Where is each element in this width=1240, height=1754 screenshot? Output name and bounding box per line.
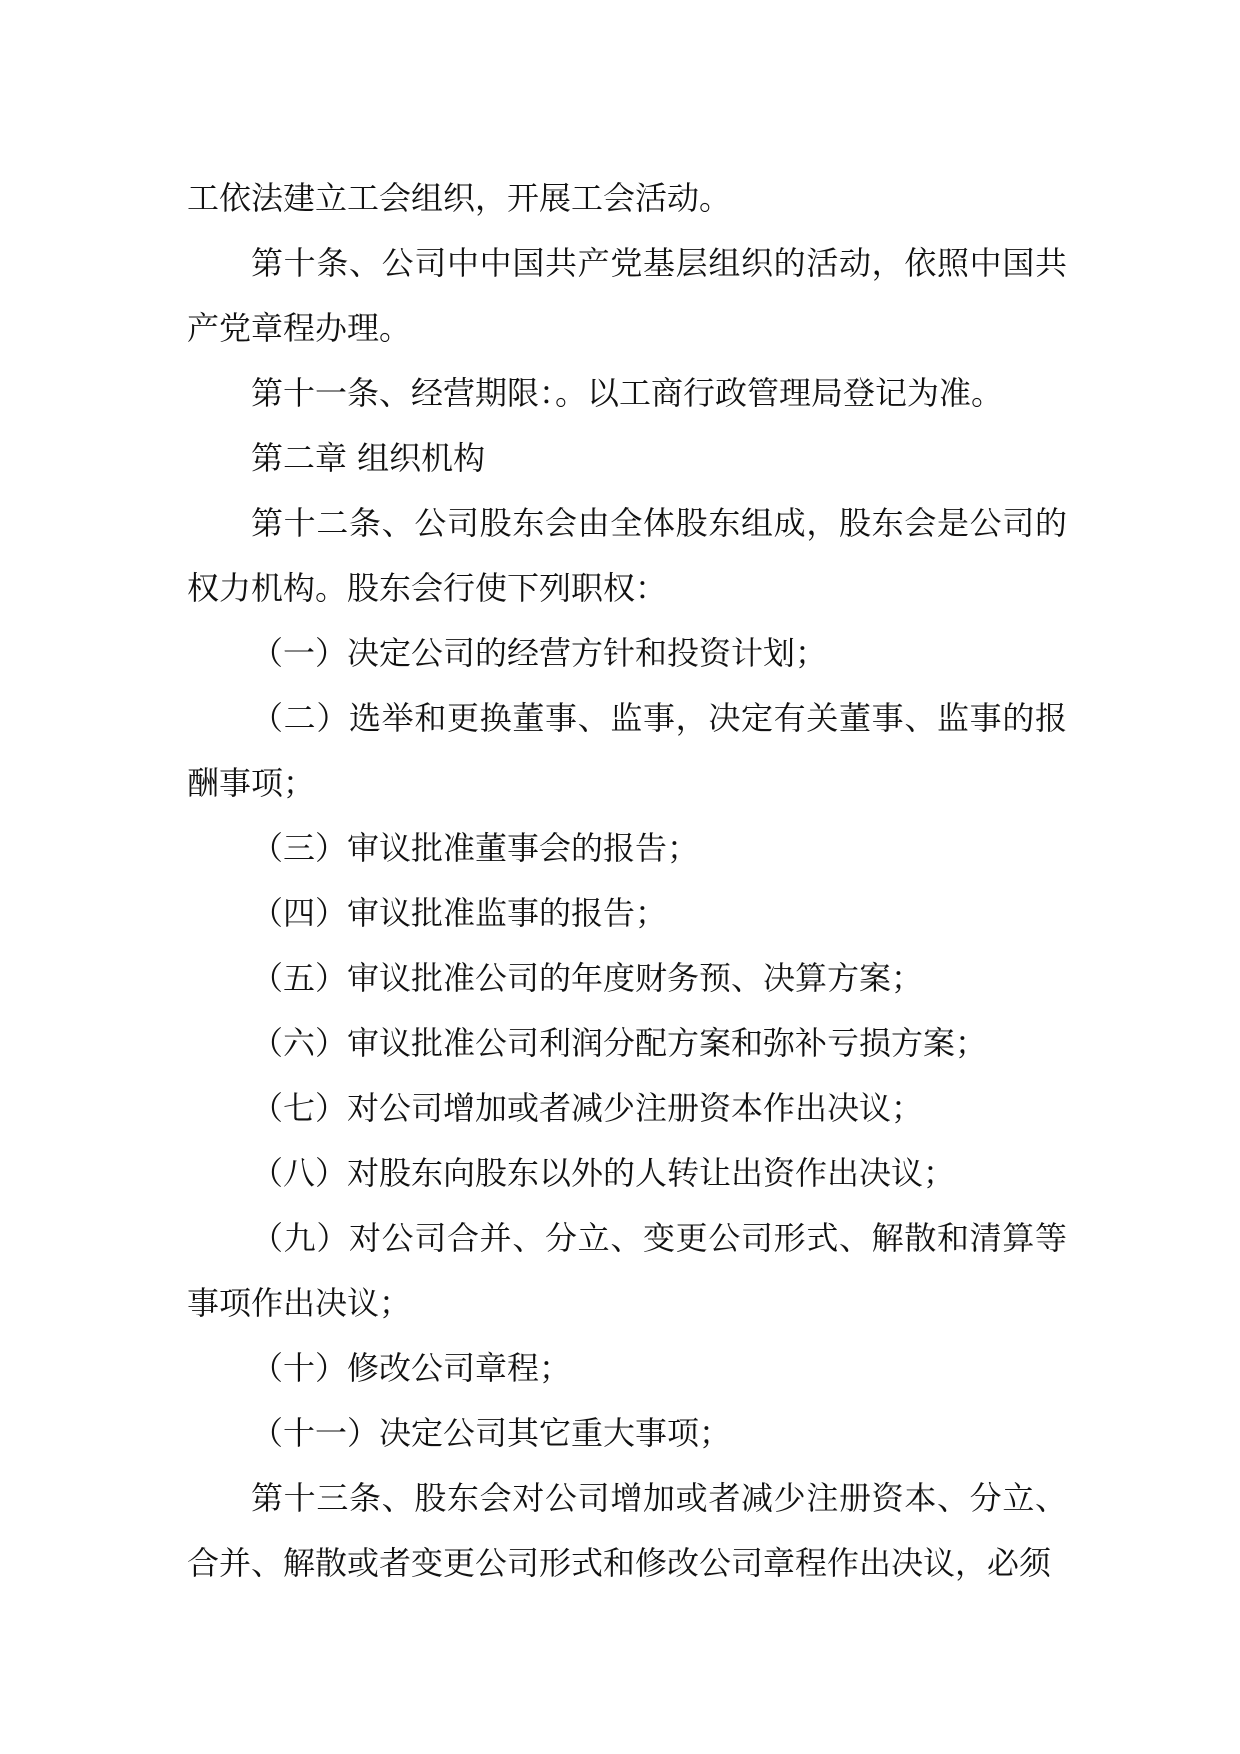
list-item-7: （七）对公司增加或者减少注册资本作出决议； [251, 1089, 924, 1127]
list-item-9: （九）对公司合并、分立、变更公司形式、解散和清算等事项作出决议； [187, 1219, 1067, 1322]
chapter-heading: 第二章 组织机构 [251, 439, 486, 477]
paragraph-article-11: 第十一条、经营期限：。以工商行政管理局登记为准。 [251, 374, 1004, 412]
document-body [187, 166, 1067, 1596]
list-item-8: （八）对股东向股东以外的人转让出资作出决议； [251, 1154, 956, 1192]
paragraph-1: 工依法建立工会组织，开展工会活动。 [187, 179, 732, 217]
paragraph-article-10: 第十条、公司中中国共产党基层组织的活动，依照中国共产党章程办理。 [187, 244, 1067, 347]
list-item-10: （十）修改公司章程； [251, 1349, 572, 1387]
paragraph-article-13: 第十三条、股东会对公司增加或者减少注册资本、分立、合并、解散或者变更公司形式和修改公司章程作出决议，必须 [187, 1479, 1067, 1582]
list-item-11: （十一）决定公司其它重大事项； [251, 1414, 732, 1452]
list-item-1: （一）决定公司的经营方针和投资计划； [251, 634, 828, 672]
list-item-5: （五）审议批准公司的年度财务预、决算方案； [251, 959, 924, 997]
paragraph-article-12: 第十二条、公司股东会由全体股东组成，股东会是公司的权力机构。股东会行使下列职权： [187, 504, 1067, 607]
list-item-4: （四）审议批准监事的报告； [251, 894, 668, 932]
list-item-6: （六）审议批准公司利润分配方案和弥补亏损方案； [251, 1024, 988, 1062]
list-item-3: （三）审议批准董事会的报告； [251, 829, 700, 867]
list-item-2: （二）选举和更换董事、监事，决定有关董事、监事的报酬事项； [187, 699, 1067, 802]
